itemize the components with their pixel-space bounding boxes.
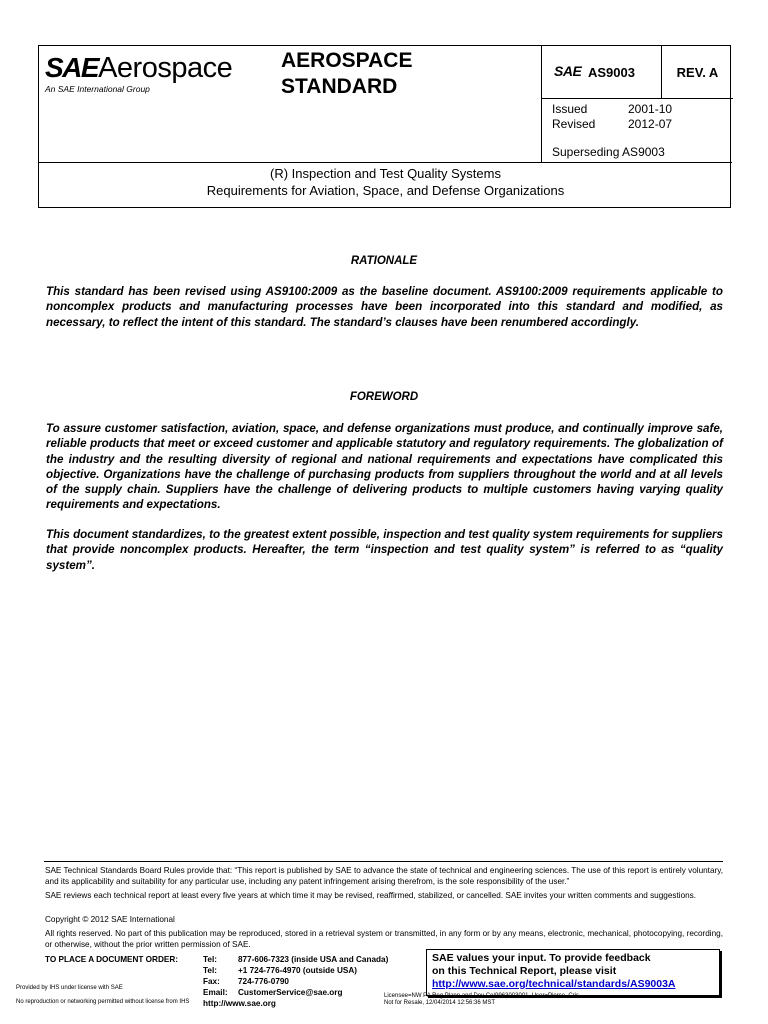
email-label: Email: [203,988,228,997]
issue-dates [552,102,673,132]
no-reproduction-text: No reproduction or networking permitted without license from IHS [16,999,190,1005]
fax-value: 724-776-0790 [238,977,289,986]
feedback-box [426,949,720,996]
logo-subtitle: An SAE International Group [45,84,150,94]
sae-small-logo: SAE [554,63,582,79]
title-line-1: AEROSPACE [281,49,413,72]
issued-value: 2001-10 [628,102,673,116]
order-tel2-row [203,966,357,975]
title-line-2: STANDARD [281,75,398,98]
tel-value: 877-606-7323 (inside USA and Canada) [238,955,389,964]
feedback-link[interactable]: http://www.sae.org/technical/standards/AS9003A [432,978,676,990]
issued-label: Issued [552,102,588,116]
revision-cell [661,46,733,99]
subject-line-1: (R) Inspection and Test Quality Systems [270,166,501,181]
logo-word: Aerospace [98,52,233,84]
tel-label: Tel: [203,955,217,964]
website-link[interactable]: http://www.sae.org [203,999,276,1008]
foreword-paragraph-2: This document standardizes, to the greatest extent possible, inspection and test quality system requirements for suppliers that provide noncomplex products. Hereafter, the term “inspection and test quality system” is referred to as “quality system”. [46,528,723,572]
title-cell [277,46,541,162]
order-fax-row [203,977,289,986]
foreword-paragraph-1: To assure customer satisfaction, aviation, space, and defense organizations must produce, and continually improve safe, reliable products that meet or exceed customer and applicable statutory and regulatory requirements. The globalization of the industry and the resulting diversity of regional and national requirements and expectations have complicated this objective. Organizations have the challenge of purchasing products from suppliers throughout the world and at all levels of the supply chain. Suppliers have the challenge of delivering products to multiple customers having varying quality requirements and expectations. [46,422,723,512]
rationale-paragraph: This standard has been revised using AS9100:2009 as the baseline document. AS9100:2009 requirements applicable to noncomplex products and manufacturing processes have been incorporated into this standard and modified, as necessary, to reflect the intent of this standard. The standard’s clauses have been renumbered accordingly. [46,285,723,329]
revision-label: REV. A [676,65,719,80]
revised-label: Revised [552,117,596,131]
fax-label: Fax: [203,977,220,986]
revised-value: 2012-07 [628,117,673,131]
foreword-heading: FOREWORD [349,391,419,403]
footer-divider [44,861,723,862]
order-web-row [203,999,276,1008]
superseding-text: Superseding AS9003 [552,145,665,159]
copyright-text: Copyright © 2012 SAE International [45,915,175,924]
not-for-resale-text: Not for Resale, 12/04/2014 12:56:36 MST [384,1000,496,1006]
logo-brand: SAE [45,52,99,83]
feedback-line-2: on this Technical Report, please visit [432,965,617,977]
header-table [38,45,731,208]
standard-title [281,48,412,100]
licensee-text: Licensee=NW PA Reg Plann and Dev Co/9963003001, User=Pierce, Cris [384,993,579,999]
sae-aerospace-logo [45,52,232,85]
document-subject [39,162,732,209]
revised-row [552,117,673,132]
number-box [542,46,662,99]
subject-line-2: Requirements for Aviation, Space, and Defense Organizations [206,183,565,198]
order-tel-row [203,955,388,964]
order-label: TO PLACE A DOCUMENT ORDER: [45,955,178,964]
order-email-row [203,988,342,997]
feedback-line-1: SAE values your input. To provide feedback [432,952,651,964]
logo-cell [39,46,277,162]
rationale-heading: RATIONALE [350,255,418,267]
tel2-value: +1 724-776-4970 (outside USA) [238,966,357,975]
tel2-label: Tel: [203,966,217,975]
rights-text: All rights reserved. No part of this publication may be reproduced, stored in a retrieval system or transmitted, in any form or by any means, electronic, mechanical, photocopying, recording, or otherwise, without the prior written permission of SAE. [45,929,723,949]
review-text: SAE reviews each technical report at least every five years at which time it may be revised, reaffirmed, stabilized, or cancelled. SAE invites your written comments and suggestions. [45,891,697,900]
document-number: AS9003 [588,65,635,80]
issued-row [552,102,673,117]
document-number-cell [541,46,673,162]
board-rules-text: SAE Technical Standards Board Rules provide that: “This report is published by SAE to advance the state of technical and engineering sciences. The use of this report is entirely voluntary, and its applicability and suitability for any particular use, including any patent infringement arising therefrom, is the sole responsibility of the user.” [45,866,723,886]
provided-by-text: Provided by IHS under license with SAE [16,985,123,991]
email-value[interactable]: CustomerService@sae.org [238,988,343,997]
